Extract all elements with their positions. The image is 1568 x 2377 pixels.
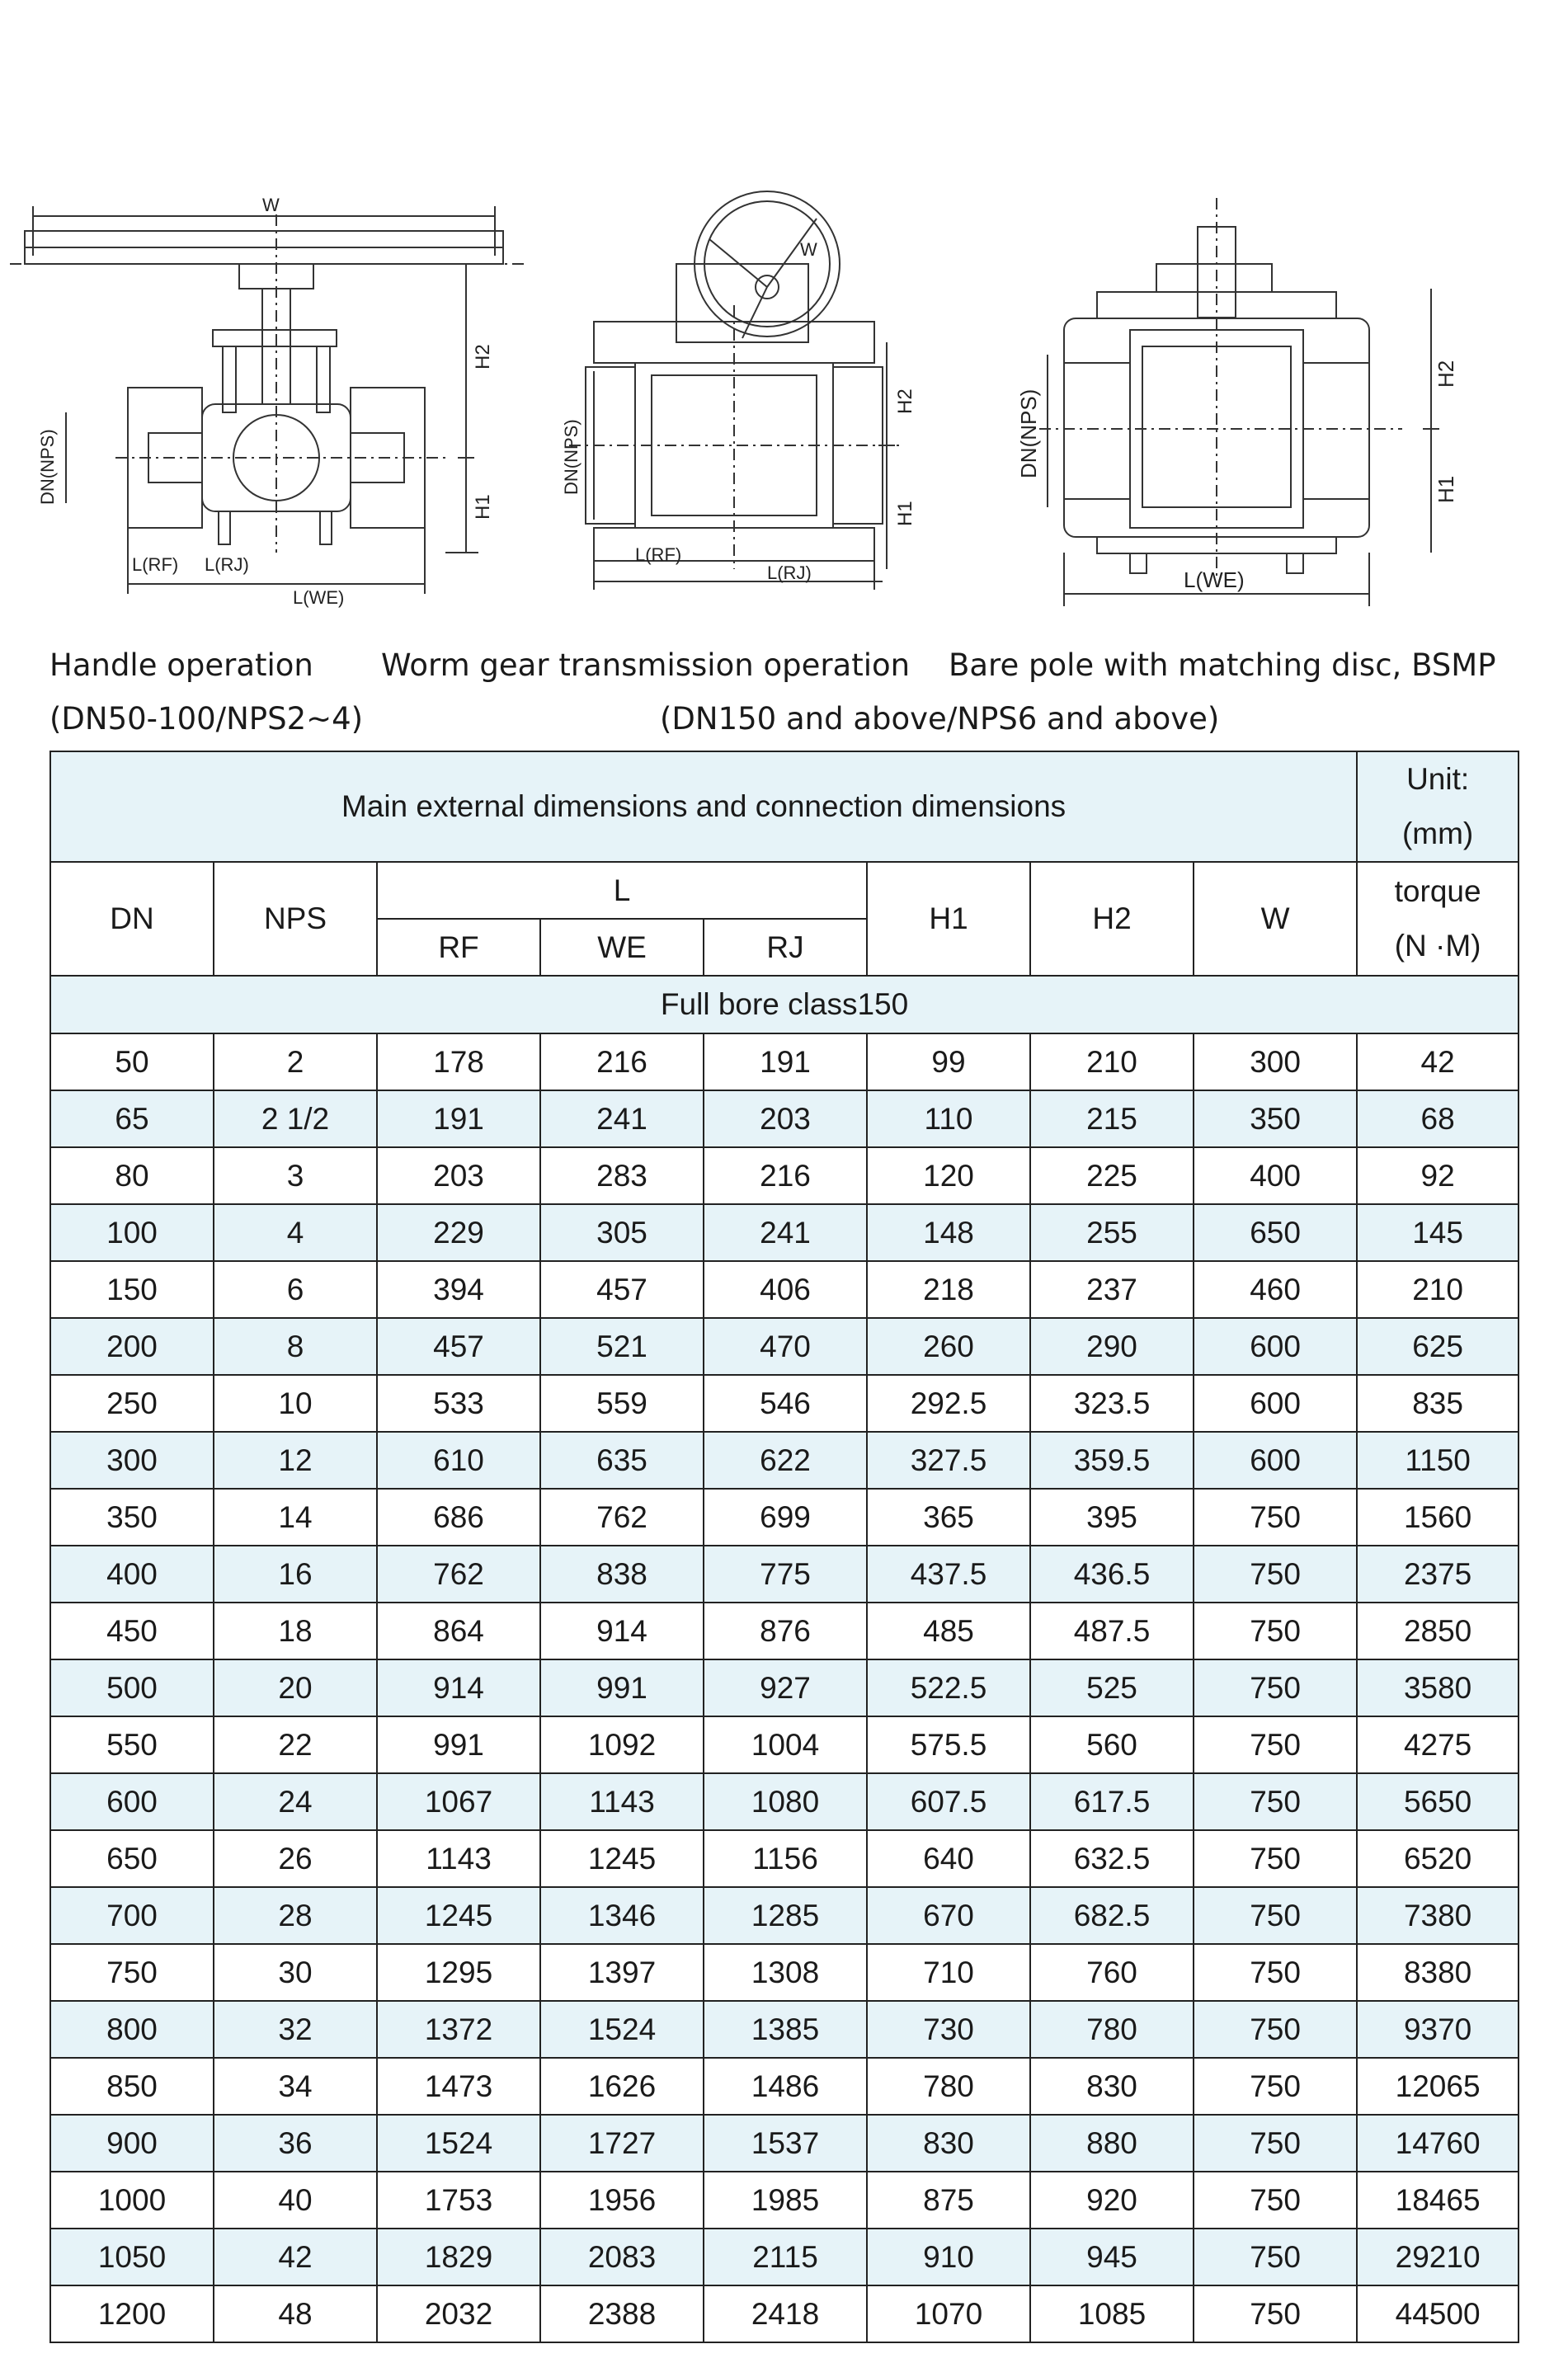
cell-we: 1397 xyxy=(540,1944,704,2001)
cell-rj: 2115 xyxy=(704,2229,867,2285)
h1-label: H1 xyxy=(1434,475,1458,503)
valve-drawings xyxy=(0,181,1568,635)
cell-rj: 775 xyxy=(704,1546,867,1603)
cell-w: 750 xyxy=(1194,2285,1357,2342)
dn-label: DN(NPS) xyxy=(1016,388,1041,478)
cell-rj: 1385 xyxy=(704,2001,867,2058)
cell-torque: 2850 xyxy=(1357,1603,1519,1659)
cell-h2: 255 xyxy=(1030,1204,1194,1261)
header-dn: DN xyxy=(50,862,214,976)
unit-label: Unit: xyxy=(1406,762,1470,796)
cell-rf: 864 xyxy=(377,1603,540,1659)
cell-h2: 436.5 xyxy=(1030,1546,1194,1603)
cell-w: 750 xyxy=(1194,1887,1357,1944)
l-rj-label: L(RJ) xyxy=(205,554,249,575)
cell-h1: 830 xyxy=(867,2115,1030,2172)
cell-rj: 241 xyxy=(704,1204,867,1261)
cell-rf: 203 xyxy=(377,1147,540,1204)
cell-h2: 290 xyxy=(1030,1318,1194,1375)
table-row xyxy=(50,1659,1519,1716)
cell-w: 750 xyxy=(1194,1773,1357,1830)
cell-torque: 6520 xyxy=(1357,1830,1519,1887)
drawing-captions xyxy=(49,643,1526,751)
cell-h1: 260 xyxy=(867,1318,1030,1375)
cell-torque: 68 xyxy=(1357,1090,1519,1147)
cell-we: 762 xyxy=(540,1489,704,1546)
cell-dn: 800 xyxy=(50,2001,214,2058)
cell-rf: 394 xyxy=(377,1261,540,1318)
cell-h2: 920 xyxy=(1030,2172,1194,2229)
cell-torque: 1150 xyxy=(1357,1432,1519,1489)
table-row xyxy=(50,2001,1519,2058)
cell-torque: 625 xyxy=(1357,1318,1519,1375)
cell-h1: 99 xyxy=(867,1033,1030,1090)
cell-dn: 200 xyxy=(50,1318,214,1375)
cell-rj: 1004 xyxy=(704,1716,867,1773)
cell-h1: 640 xyxy=(867,1830,1030,1887)
cell-rj: 1985 xyxy=(704,2172,867,2229)
cell-h2: 682.5 xyxy=(1030,1887,1194,1944)
h2-label: H2 xyxy=(894,388,916,414)
cell-h2: 617.5 xyxy=(1030,1773,1194,1830)
cell-rj: 470 xyxy=(704,1318,867,1375)
cell-rf: 191 xyxy=(377,1090,540,1147)
caption-handle-range: (DN50-100/NPS2~4) xyxy=(49,701,364,737)
cell-w: 750 xyxy=(1194,1944,1357,2001)
caption-bare: Bare pole with matching disc, BSMP xyxy=(949,647,1496,683)
cell-torque: 18465 xyxy=(1357,2172,1519,2229)
header-rf: RF xyxy=(377,919,540,976)
bare-pole-drawing xyxy=(973,181,1485,627)
cell-nps: 34 xyxy=(214,2058,377,2115)
cell-nps: 24 xyxy=(214,1773,377,1830)
table-row xyxy=(50,1944,1519,2001)
cell-h2: 760 xyxy=(1030,1944,1194,2001)
cell-torque: 2375 xyxy=(1357,1546,1519,1603)
cell-h1: 875 xyxy=(867,2172,1030,2229)
cell-we: 838 xyxy=(540,1546,704,1603)
table-row xyxy=(50,2115,1519,2172)
cell-rf: 533 xyxy=(377,1375,540,1432)
cell-rj: 546 xyxy=(704,1375,867,1432)
cell-rj: 1308 xyxy=(704,1944,867,2001)
cell-rf: 1829 xyxy=(377,2229,540,2285)
cell-we: 1245 xyxy=(540,1830,704,1887)
cell-rj: 191 xyxy=(704,1033,867,1090)
cell-h1: 120 xyxy=(867,1147,1030,1204)
cell-rj: 876 xyxy=(704,1603,867,1659)
cell-w: 350 xyxy=(1194,1090,1357,1147)
cell-rj: 622 xyxy=(704,1432,867,1489)
table-row xyxy=(50,1375,1519,1432)
cell-nps: 48 xyxy=(214,2285,377,2342)
cell-rj: 406 xyxy=(704,1261,867,1318)
table-row xyxy=(50,1546,1519,1603)
cell-w: 400 xyxy=(1194,1147,1357,1204)
cell-nps: 12 xyxy=(214,1432,377,1489)
cell-dn: 150 xyxy=(50,1261,214,1318)
cell-rj: 1537 xyxy=(704,2115,867,2172)
cell-h2: 323.5 xyxy=(1030,1375,1194,1432)
cell-nps: 4 xyxy=(214,1204,377,1261)
cell-torque: 3580 xyxy=(1357,1659,1519,1716)
cell-h1: 327.5 xyxy=(867,1432,1030,1489)
cell-dn: 65 xyxy=(50,1090,214,1147)
cell-h2: 880 xyxy=(1030,2115,1194,2172)
cell-nps: 40 xyxy=(214,2172,377,2229)
cell-rf: 991 xyxy=(377,1716,540,1773)
cell-nps: 18 xyxy=(214,1603,377,1659)
cell-dn: 650 xyxy=(50,1830,214,1887)
cell-dn: 400 xyxy=(50,1546,214,1603)
cell-we: 1346 xyxy=(540,1887,704,1944)
cell-we: 635 xyxy=(540,1432,704,1489)
caption-large-range: (DN150 and above/NPS6 and above) xyxy=(660,701,1220,737)
cell-we: 305 xyxy=(540,1204,704,1261)
cell-h1: 1070 xyxy=(867,2285,1030,2342)
cell-nps: 42 xyxy=(214,2229,377,2285)
table-row xyxy=(50,1090,1519,1147)
cell-torque: 12065 xyxy=(1357,2058,1519,2115)
cell-dn: 1000 xyxy=(50,2172,214,2229)
cell-rf: 610 xyxy=(377,1432,540,1489)
cell-h1: 218 xyxy=(867,1261,1030,1318)
cell-h2: 945 xyxy=(1030,2229,1194,2285)
w-label: W xyxy=(262,195,280,215)
cell-nps: 22 xyxy=(214,1716,377,1773)
cell-w: 300 xyxy=(1194,1033,1357,1090)
header-l: L xyxy=(377,862,867,919)
cell-w: 750 xyxy=(1194,2115,1357,2172)
cell-torque: 1560 xyxy=(1357,1489,1519,1546)
cell-nps: 8 xyxy=(214,1318,377,1375)
cell-nps: 2 1/2 xyxy=(214,1090,377,1147)
h1-label: H1 xyxy=(894,501,916,526)
cell-dn: 500 xyxy=(50,1659,214,1716)
cell-nps: 10 xyxy=(214,1375,377,1432)
header-h2: H2 xyxy=(1030,862,1194,976)
table-row xyxy=(50,1887,1519,1944)
cell-torque: 145 xyxy=(1357,1204,1519,1261)
cell-w: 750 xyxy=(1194,1659,1357,1716)
cell-rf: 1295 xyxy=(377,1944,540,2001)
cell-h2: 237 xyxy=(1030,1261,1194,1318)
torque-label: torque xyxy=(1394,874,1481,908)
unit-cell xyxy=(1357,751,1519,862)
table-body xyxy=(50,1033,1519,2342)
cell-w: 750 xyxy=(1194,2172,1357,2229)
cell-rf: 1753 xyxy=(377,2172,540,2229)
cell-nps: 16 xyxy=(214,1546,377,1603)
cell-torque: 7380 xyxy=(1357,1887,1519,1944)
cell-h2: 1085 xyxy=(1030,2285,1194,2342)
l-rj-label: L(RJ) xyxy=(767,562,812,583)
cell-dn: 1200 xyxy=(50,2285,214,2342)
cell-we: 521 xyxy=(540,1318,704,1375)
cell-rf: 1524 xyxy=(377,2115,540,2172)
cell-w: 600 xyxy=(1194,1375,1357,1432)
cell-we: 914 xyxy=(540,1603,704,1659)
cell-nps: 30 xyxy=(214,1944,377,2001)
cell-w: 750 xyxy=(1194,2058,1357,2115)
l-rf-label: L(RF) xyxy=(635,544,682,565)
l-we-label: L(WE) xyxy=(293,587,345,608)
cell-torque: 29210 xyxy=(1357,2229,1519,2285)
cell-we: 241 xyxy=(540,1090,704,1147)
cell-dn: 100 xyxy=(50,1204,214,1261)
table-row xyxy=(50,1773,1519,1830)
cell-w: 460 xyxy=(1194,1261,1357,1318)
cell-h2: 487.5 xyxy=(1030,1603,1194,1659)
cell-rj: 1285 xyxy=(704,1887,867,1944)
table-row xyxy=(50,1489,1519,1546)
cell-rf: 762 xyxy=(377,1546,540,1603)
cell-rf: 1143 xyxy=(377,1830,540,1887)
cell-dn: 550 xyxy=(50,1716,214,1773)
cell-nps: 6 xyxy=(214,1261,377,1318)
cell-rj: 927 xyxy=(704,1659,867,1716)
dn-label: DN(NPS) xyxy=(561,419,582,495)
cell-rj: 203 xyxy=(704,1090,867,1147)
cell-nps: 28 xyxy=(214,1887,377,1944)
cell-dn: 700 xyxy=(50,1887,214,1944)
cell-nps: 36 xyxy=(214,2115,377,2172)
cell-dn: 1050 xyxy=(50,2229,214,2285)
cell-nps: 3 xyxy=(214,1147,377,1204)
cell-h1: 522.5 xyxy=(867,1659,1030,1716)
cell-h2: 632.5 xyxy=(1030,1830,1194,1887)
cell-rf: 178 xyxy=(377,1033,540,1090)
table-row xyxy=(50,1033,1519,1090)
cell-h2: 780 xyxy=(1030,2001,1194,2058)
dn-label: DN(NPS) xyxy=(37,429,58,505)
table-row xyxy=(50,1147,1519,1204)
cell-h1: 910 xyxy=(867,2229,1030,2285)
cell-rf: 229 xyxy=(377,1204,540,1261)
cell-rf: 1245 xyxy=(377,1887,540,1944)
table-row xyxy=(50,1261,1519,1318)
cell-w: 600 xyxy=(1194,1318,1357,1375)
cell-w: 750 xyxy=(1194,1830,1357,1887)
table-row xyxy=(50,1318,1519,1375)
cell-torque: 14760 xyxy=(1357,2115,1519,2172)
cell-we: 1956 xyxy=(540,2172,704,2229)
cell-nps: 2 xyxy=(214,1033,377,1090)
table-row xyxy=(50,1204,1519,1261)
table-row xyxy=(50,2285,1519,2342)
cell-dn: 300 xyxy=(50,1432,214,1489)
cell-we: 1727 xyxy=(540,2115,704,2172)
cell-dn: 250 xyxy=(50,1375,214,1432)
cell-w: 750 xyxy=(1194,2001,1357,2058)
cell-dn: 600 xyxy=(50,1773,214,1830)
cell-dn: 900 xyxy=(50,2115,214,2172)
table-title: Main external dimensions and connection dimensions xyxy=(50,751,1357,862)
table-row xyxy=(50,1830,1519,1887)
cell-h1: 710 xyxy=(867,1944,1030,2001)
cell-rj: 1156 xyxy=(704,1830,867,1887)
cell-w: 750 xyxy=(1194,1603,1357,1659)
cell-dn: 50 xyxy=(50,1033,214,1090)
cell-torque: 8380 xyxy=(1357,1944,1519,2001)
cell-torque: 4275 xyxy=(1357,1716,1519,1773)
cell-dn: 850 xyxy=(50,2058,214,2115)
header-rj: RJ xyxy=(704,919,867,976)
cell-h2: 215 xyxy=(1030,1090,1194,1147)
cell-h1: 575.5 xyxy=(867,1716,1030,1773)
cell-h2: 395 xyxy=(1030,1489,1194,1546)
cell-nps: 26 xyxy=(214,1830,377,1887)
cell-h1: 292.5 xyxy=(867,1375,1030,1432)
cell-h2: 359.5 xyxy=(1030,1432,1194,1489)
cell-torque: 42 xyxy=(1357,1033,1519,1090)
cell-torque: 835 xyxy=(1357,1375,1519,1432)
w-label: W xyxy=(800,239,817,260)
header-h1: H1 xyxy=(867,862,1030,976)
cell-rf: 1067 xyxy=(377,1773,540,1830)
cell-h1: 607.5 xyxy=(867,1773,1030,1830)
table-row xyxy=(50,1432,1519,1489)
h1-label: H1 xyxy=(472,494,494,520)
cell-h2: 560 xyxy=(1030,1716,1194,1773)
l-rf-label: L(RF) xyxy=(132,554,179,575)
table-row xyxy=(50,2172,1519,2229)
cell-h2: 525 xyxy=(1030,1659,1194,1716)
h2-label: H2 xyxy=(472,344,494,369)
cell-dn: 750 xyxy=(50,1944,214,2001)
torque-unit: (N ·M) xyxy=(1394,929,1481,963)
header-torque xyxy=(1357,862,1519,976)
cell-rj: 1080 xyxy=(704,1773,867,1830)
cell-h1: 110 xyxy=(867,1090,1030,1147)
cell-h1: 148 xyxy=(867,1204,1030,1261)
cell-w: 650 xyxy=(1194,1204,1357,1261)
cell-w: 750 xyxy=(1194,1489,1357,1546)
l-we-label: L(WE) xyxy=(1184,567,1245,592)
cell-rf: 457 xyxy=(377,1318,540,1375)
cell-h1: 365 xyxy=(867,1489,1030,1546)
cell-we: 1524 xyxy=(540,2001,704,2058)
worm-gear-drawing xyxy=(528,181,940,594)
cell-rf: 1372 xyxy=(377,2001,540,2058)
cell-w: 750 xyxy=(1194,1716,1357,1773)
cell-rf: 1473 xyxy=(377,2058,540,2115)
cell-dn: 450 xyxy=(50,1603,214,1659)
cell-rj: 216 xyxy=(704,1147,867,1204)
cell-nps: 14 xyxy=(214,1489,377,1546)
cell-rj: 1486 xyxy=(704,2058,867,2115)
cell-we: 216 xyxy=(540,1033,704,1090)
table-row xyxy=(50,1716,1519,1773)
cell-w: 750 xyxy=(1194,2229,1357,2285)
unit-value: (mm) xyxy=(1401,817,1474,850)
cell-h1: 730 xyxy=(867,2001,1030,2058)
header-w: W xyxy=(1194,862,1357,976)
cell-h1: 670 xyxy=(867,1887,1030,1944)
cell-torque: 9370 xyxy=(1357,2001,1519,2058)
cell-w: 750 xyxy=(1194,1546,1357,1603)
cell-we: 457 xyxy=(540,1261,704,1318)
table-row xyxy=(50,2058,1519,2115)
cell-h1: 437.5 xyxy=(867,1546,1030,1603)
cell-rf: 686 xyxy=(377,1489,540,1546)
table-row xyxy=(50,1603,1519,1659)
cell-h1: 485 xyxy=(867,1603,1030,1659)
cell-we: 2083 xyxy=(540,2229,704,2285)
cell-torque: 92 xyxy=(1357,1147,1519,1204)
cell-rf: 914 xyxy=(377,1659,540,1716)
caption-handle: Handle operation xyxy=(49,647,313,683)
cell-we: 1626 xyxy=(540,2058,704,2115)
cell-nps: 32 xyxy=(214,2001,377,2058)
cell-dn: 80 xyxy=(50,1147,214,1204)
cell-dn: 350 xyxy=(50,1489,214,1546)
handle-operation-drawing xyxy=(0,181,544,627)
section-title: Full bore class150 xyxy=(50,976,1519,1033)
cell-h2: 225 xyxy=(1030,1147,1194,1204)
caption-worm: Worm gear transmission operation xyxy=(381,647,911,683)
h2-label: H2 xyxy=(1434,360,1458,388)
cell-h2: 830 xyxy=(1030,2058,1194,2115)
header-we: WE xyxy=(540,919,704,976)
table-row xyxy=(50,2229,1519,2285)
dimension-table xyxy=(49,751,1519,2343)
cell-h2: 210 xyxy=(1030,1033,1194,1090)
cell-we: 283 xyxy=(540,1147,704,1204)
cell-we: 2388 xyxy=(540,2285,704,2342)
cell-we: 1143 xyxy=(540,1773,704,1830)
cell-torque: 5650 xyxy=(1357,1773,1519,1830)
cell-we: 1092 xyxy=(540,1716,704,1773)
cell-rj: 699 xyxy=(704,1489,867,1546)
cell-we: 991 xyxy=(540,1659,704,1716)
cell-w: 600 xyxy=(1194,1432,1357,1489)
cell-rf: 2032 xyxy=(377,2285,540,2342)
cell-torque: 44500 xyxy=(1357,2285,1519,2342)
header-nps: NPS xyxy=(214,862,377,976)
cell-rj: 2418 xyxy=(704,2285,867,2342)
cell-torque: 210 xyxy=(1357,1261,1519,1318)
cell-we: 559 xyxy=(540,1375,704,1432)
cell-h1: 780 xyxy=(867,2058,1030,2115)
cell-nps: 20 xyxy=(214,1659,377,1716)
